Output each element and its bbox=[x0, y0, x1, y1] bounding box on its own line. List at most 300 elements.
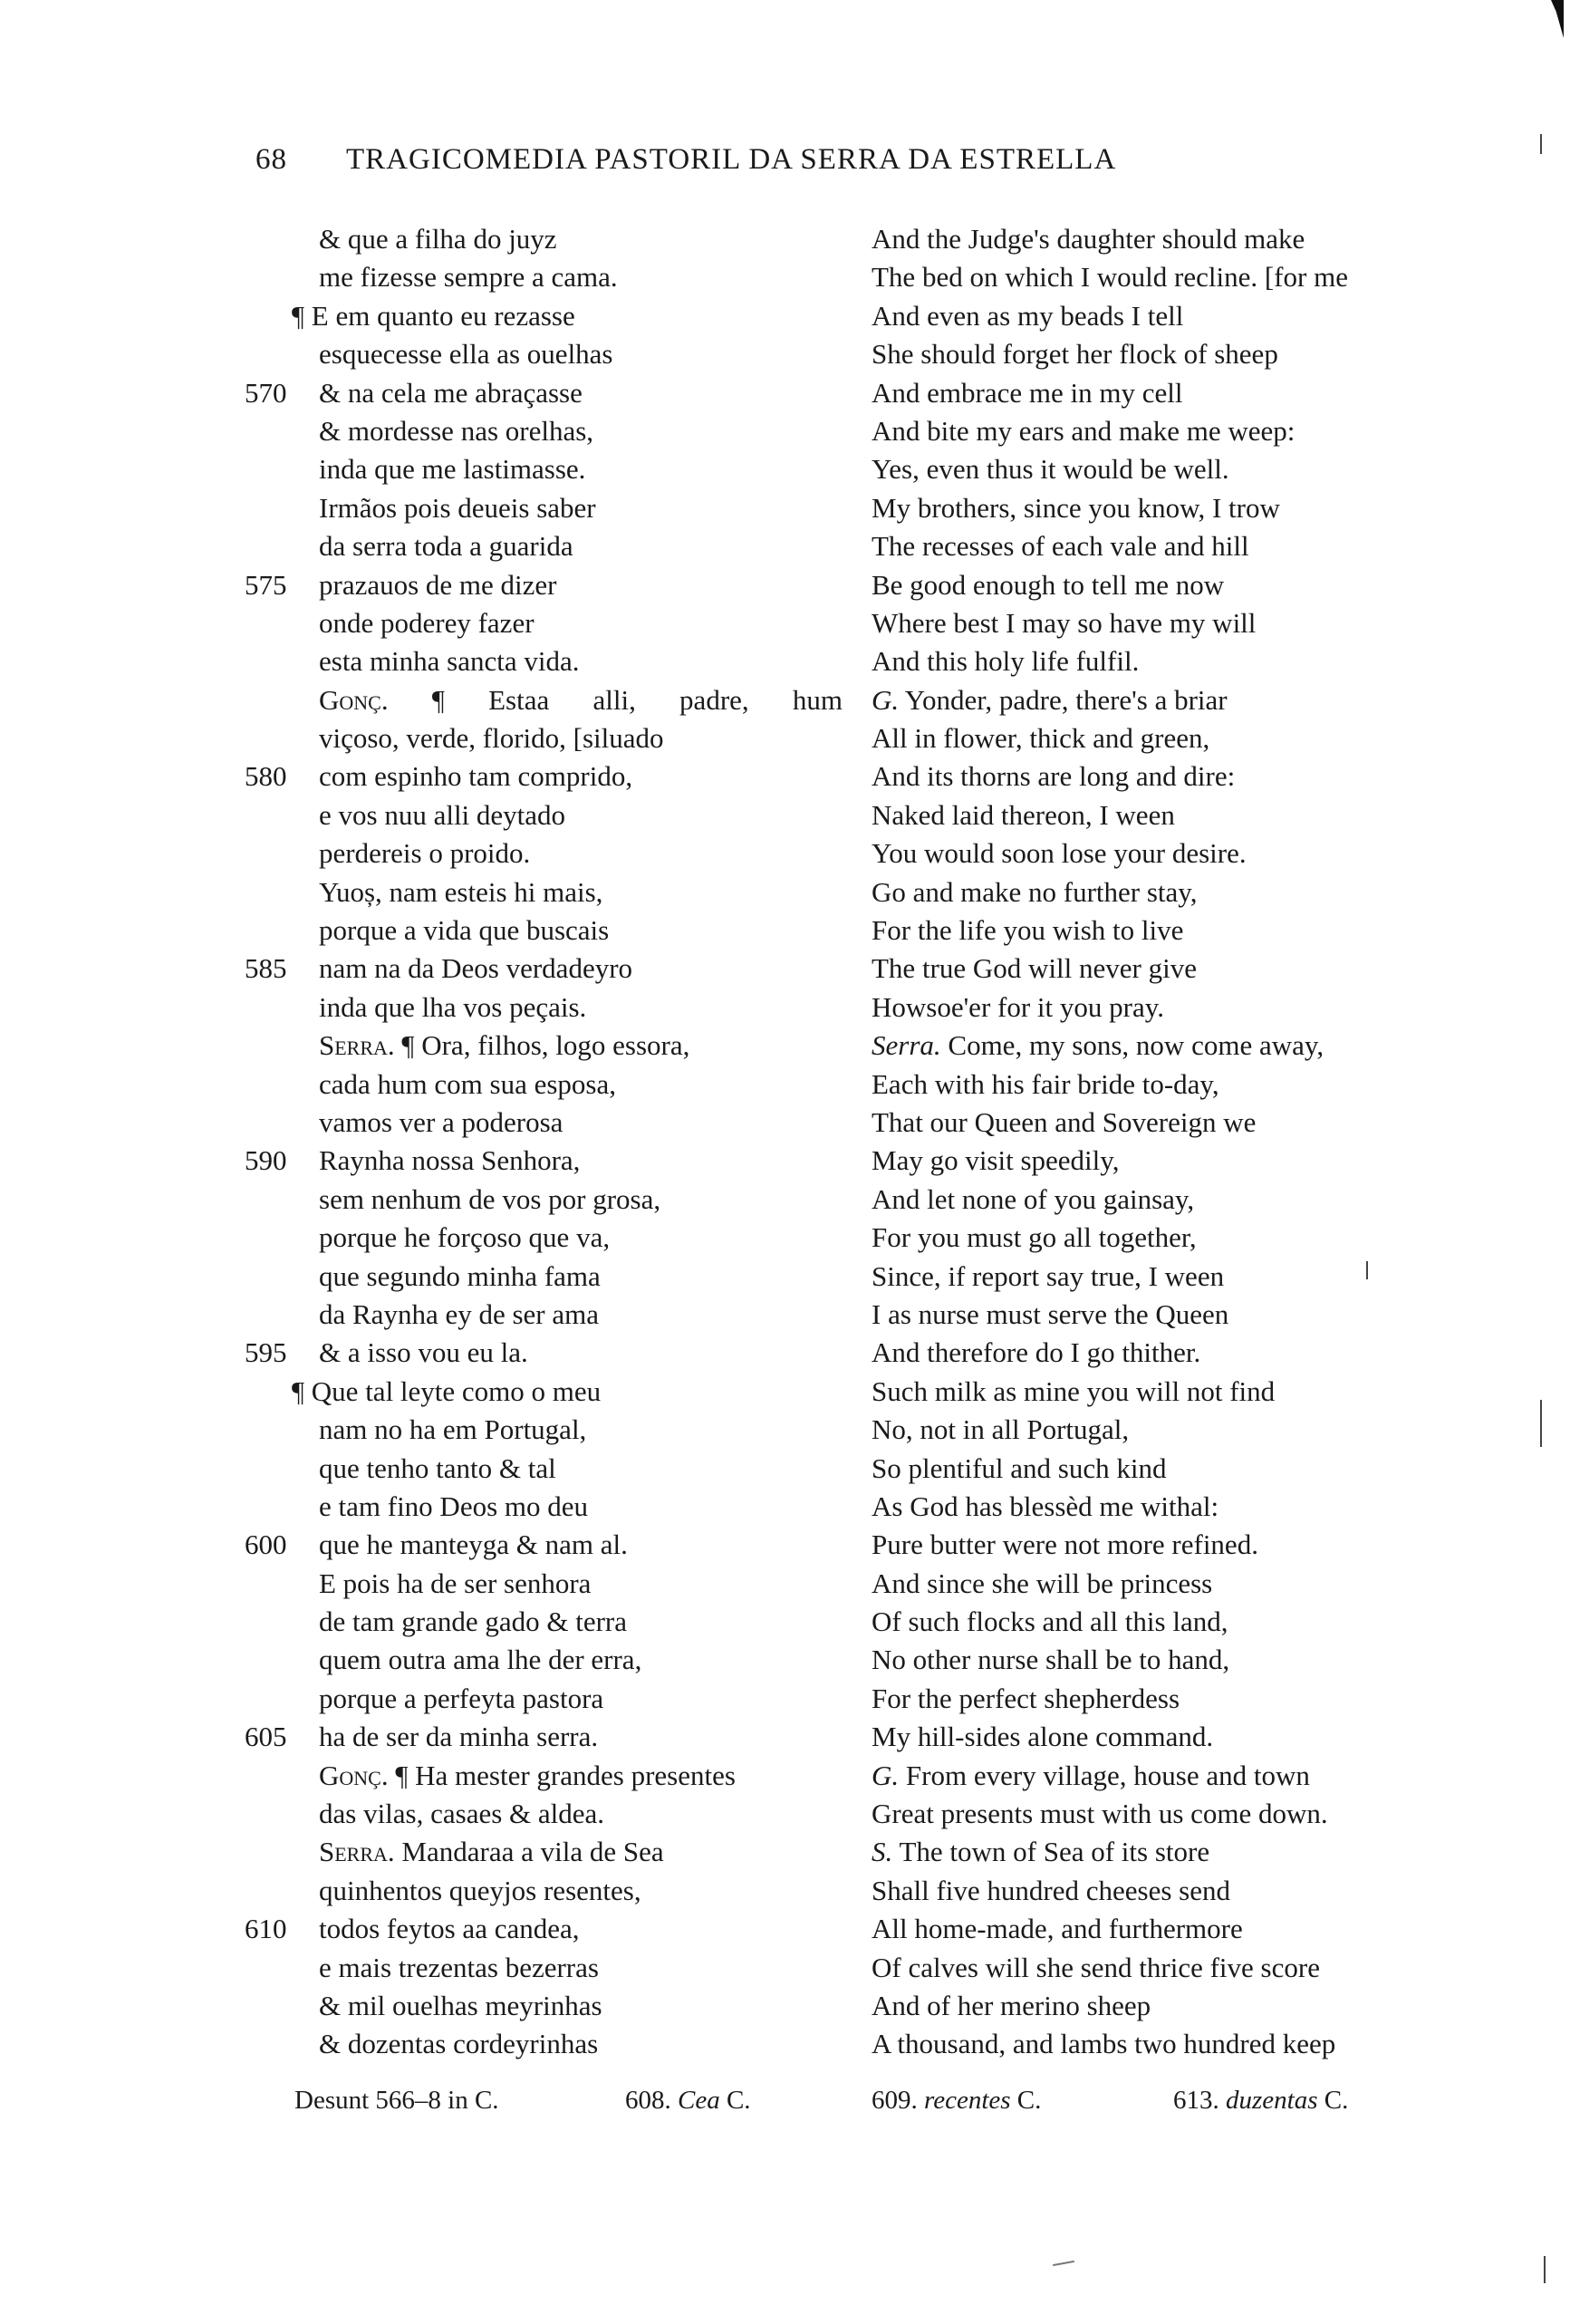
translation-text bbox=[872, 220, 1451, 258]
translation-line bbox=[872, 1258, 1451, 1296]
verse-line bbox=[245, 1910, 843, 1948]
verse-line bbox=[245, 1181, 843, 1219]
translation-line bbox=[872, 988, 1451, 1027]
translation-line bbox=[872, 374, 1451, 412]
translation-words: Yes, even thus it would be well. bbox=[872, 453, 1229, 486]
verse-text bbox=[319, 374, 843, 412]
translation-words: Such milk as mine you will not find bbox=[872, 1374, 1276, 1407]
translation-words: Pure butter were not more refined. bbox=[872, 1528, 1258, 1561]
translation-text bbox=[872, 412, 1451, 450]
translation-words: No other nurse shall be to hand, bbox=[872, 1644, 1230, 1676]
verse-line bbox=[245, 950, 843, 988]
verse-words: Yuoș, nam esteis hi mais, bbox=[319, 875, 603, 908]
footnote-ref: 609. bbox=[872, 2086, 918, 2115]
verse-words: porque a vida que buscais bbox=[319, 914, 610, 947]
translation-words: And since she will be princess bbox=[872, 1567, 1213, 1599]
translation-line bbox=[872, 1910, 1451, 1948]
speaker-name: S. bbox=[872, 1836, 893, 1868]
translation-words: Of such flocks and all this land, bbox=[872, 1606, 1228, 1638]
translation-words: Each with his fair bride to-day, bbox=[872, 1067, 1219, 1100]
verse-text bbox=[319, 681, 843, 719]
verse-line bbox=[245, 1795, 843, 1833]
verse-words: Raynha nossa Senhora, bbox=[319, 1144, 581, 1177]
speaker-name: Serra. bbox=[319, 1836, 395, 1868]
translation-line bbox=[872, 1680, 1451, 1718]
translation-text bbox=[872, 911, 1451, 950]
translation-words: Yonder, padre, there's a briar bbox=[904, 683, 1228, 716]
translation-words: Come, my sons, now come away, bbox=[948, 1029, 1324, 1062]
translation-line bbox=[872, 1142, 1451, 1180]
translation-line bbox=[872, 1872, 1451, 1910]
verse-text bbox=[319, 1949, 843, 1987]
verse-words: & dozentas cordeyrinhas bbox=[319, 2028, 599, 2060]
translation-words: All home-made, and furthermore bbox=[872, 1913, 1243, 1945]
translation-words: And embrace me in my cell bbox=[872, 376, 1183, 409]
verse-line bbox=[245, 988, 843, 1027]
translation-words: For you must go all together, bbox=[872, 1221, 1197, 1254]
verse-text bbox=[319, 1296, 843, 1334]
verse-line bbox=[245, 1066, 843, 1104]
translation-line bbox=[872, 1603, 1451, 1641]
footnote-ref: Desunt 566–8 in C. bbox=[294, 2086, 499, 2115]
verse-text bbox=[319, 2025, 843, 2063]
verse-words: quem outra ama lhe der erra, bbox=[319, 1644, 642, 1676]
translation-words: And this holy life fulfil. bbox=[872, 645, 1140, 678]
translation-line bbox=[872, 1949, 1451, 1987]
verse-words: cada hum com sua esposa, bbox=[319, 1067, 616, 1100]
translation-words: The true God will never give bbox=[872, 952, 1197, 985]
verse-words: inda que lha vos peçais. bbox=[319, 990, 587, 1023]
verse-line bbox=[245, 2025, 843, 2063]
translation-line bbox=[872, 1718, 1451, 1756]
verse-words: ¶ E em quanto eu rezasse bbox=[292, 299, 575, 332]
verse-words: Irmãos pois deueis saber bbox=[319, 491, 596, 524]
page-number: 68 bbox=[255, 143, 287, 176]
translation-text bbox=[872, 1296, 1451, 1334]
translation-text bbox=[872, 1833, 1451, 1871]
translation-line bbox=[872, 1219, 1451, 1257]
verse-text bbox=[319, 1757, 843, 1795]
verse-text bbox=[319, 1181, 843, 1219]
verse-text bbox=[319, 1833, 843, 1871]
translation-line bbox=[872, 1488, 1451, 1526]
translation-words: Howsoe'er for it you pray. bbox=[872, 990, 1164, 1023]
verse-line bbox=[245, 757, 843, 796]
translation-line bbox=[872, 1027, 1451, 1065]
translation-words: For the perfect shepherdess bbox=[872, 1682, 1180, 1714]
verse-text bbox=[319, 1680, 843, 1718]
line-number: 570 bbox=[245, 376, 287, 409]
verse-text bbox=[319, 1641, 843, 1679]
line-number: 610 bbox=[245, 1913, 287, 1945]
verse-line bbox=[245, 566, 843, 604]
translation-line bbox=[872, 1411, 1451, 1449]
verse-text bbox=[319, 335, 843, 373]
verse-text bbox=[319, 988, 843, 1027]
footnote bbox=[1173, 2086, 1348, 2116]
verse-text bbox=[319, 1411, 843, 1449]
verse-text bbox=[319, 1219, 843, 1257]
verse-line bbox=[245, 1296, 843, 1334]
verse-line bbox=[245, 220, 843, 258]
translation-text bbox=[872, 873, 1451, 911]
footnote bbox=[872, 2086, 1041, 2116]
verse-words: & que a filha do juyz bbox=[319, 223, 557, 255]
translation-words: My brothers, since you know, I trow bbox=[872, 491, 1280, 524]
translation-words: Be good enough to tell me now bbox=[872, 568, 1225, 601]
translation-text bbox=[872, 1142, 1451, 1180]
verse-words: esquecesse ella as ouelhas bbox=[319, 338, 613, 371]
verse-text bbox=[319, 873, 843, 911]
line-number: 595 bbox=[245, 1336, 287, 1369]
verse-words: perdereis o proido. bbox=[319, 837, 531, 870]
line-number: 575 bbox=[245, 568, 287, 601]
verse-line bbox=[245, 1526, 843, 1564]
verse-text bbox=[319, 834, 843, 873]
verse-text bbox=[319, 1334, 843, 1372]
translation-line bbox=[872, 489, 1451, 527]
translation-words: From every village, house and town bbox=[905, 1759, 1310, 1791]
verse-words: & a isso vou eu la. bbox=[319, 1336, 528, 1369]
verse-text bbox=[292, 1373, 843, 1411]
verse-words: E pois ha de ser senhora bbox=[319, 1567, 592, 1599]
translation-line bbox=[872, 450, 1451, 488]
translation-words: And the Judge's daughter should make bbox=[872, 223, 1305, 255]
translation-text bbox=[872, 1488, 1451, 1526]
translation-words: The town of Sea of its store bbox=[899, 1836, 1210, 1868]
speaker-name: Serra. bbox=[319, 1029, 395, 1062]
translation-line bbox=[872, 1757, 1451, 1795]
translation-line bbox=[872, 642, 1451, 680]
verse-text bbox=[319, 950, 843, 988]
translation-text bbox=[872, 604, 1451, 642]
translation-text bbox=[872, 834, 1451, 873]
translation-text bbox=[872, 1680, 1451, 1718]
verse-words: ¶ Ora, filhos, logo essora, bbox=[401, 1029, 690, 1062]
translation-line bbox=[872, 1833, 1451, 1871]
translation-line bbox=[872, 335, 1451, 373]
translation-line bbox=[872, 1104, 1451, 1142]
verse-line bbox=[245, 834, 843, 873]
verse-line bbox=[245, 1565, 843, 1603]
verse-words: que segundo minha fama bbox=[319, 1259, 601, 1292]
translation-line bbox=[872, 1450, 1451, 1488]
verse-line bbox=[245, 1718, 843, 1756]
speaker-name: Serra. bbox=[872, 1029, 941, 1062]
footnote-source: C. bbox=[726, 2086, 751, 2115]
verse-words: vamos ver a poderosa bbox=[319, 1105, 563, 1138]
translation-text bbox=[872, 374, 1451, 412]
translation-words: Since, if report say true, I ween bbox=[872, 1259, 1225, 1292]
translation-words: I as nurse must serve the Queen bbox=[872, 1297, 1229, 1330]
translation-text bbox=[872, 1795, 1451, 1833]
verse-line bbox=[245, 604, 843, 642]
verse-line bbox=[245, 450, 843, 488]
verse-words: ha de ser da minha serra. bbox=[319, 1721, 599, 1753]
translation-line bbox=[872, 757, 1451, 796]
verse-line bbox=[245, 412, 843, 450]
verse-text bbox=[319, 1104, 843, 1142]
verse-text bbox=[319, 642, 843, 680]
verse-line bbox=[245, 335, 843, 373]
footnote-ref: 608. bbox=[625, 2086, 671, 2115]
verse-line bbox=[245, 1219, 843, 1257]
verse-text bbox=[319, 1450, 843, 1488]
verse-text bbox=[319, 412, 843, 450]
verse-text bbox=[319, 258, 843, 296]
verse-words: onde poderey fazer bbox=[319, 606, 535, 639]
verse-words: ¶ Que tal leyte como o meu bbox=[292, 1374, 602, 1407]
running-title: TRAGICOMEDIA PASTORIL DA SERRA DA ESTRELLA bbox=[346, 143, 1117, 176]
verse-words: que tenho tanto & tal bbox=[319, 1451, 556, 1484]
verse-line bbox=[245, 1872, 843, 1910]
verse-line bbox=[245, 1411, 843, 1449]
verse-words: de tam grande gado & terra bbox=[319, 1606, 627, 1638]
verse-text bbox=[319, 1488, 843, 1526]
footnote-variant: duzentas bbox=[1226, 2086, 1318, 2115]
translation-line bbox=[872, 1641, 1451, 1679]
translation-text bbox=[872, 988, 1451, 1027]
verse-text bbox=[319, 1872, 843, 1910]
verse-text bbox=[319, 719, 843, 757]
footnote-source: C. bbox=[1016, 2086, 1042, 2115]
line-number: 600 bbox=[245, 1528, 287, 1561]
verse-words: da Raynha ey de ser ama bbox=[319, 1297, 600, 1330]
verse-line bbox=[245, 1334, 843, 1372]
verse-words: quinhentos queyjos resentes, bbox=[319, 1874, 641, 1906]
translation-text bbox=[872, 297, 1451, 335]
translation-words: A thousand, and lambs two hundred keep bbox=[872, 2028, 1336, 2060]
verse-words: Mandaraa a vila de Sea bbox=[401, 1836, 664, 1868]
verse-words: sem nenhum de vos por grosa, bbox=[319, 1182, 661, 1215]
translation-words: The recesses of each vale and hill bbox=[872, 530, 1249, 563]
translation-text bbox=[872, 1565, 1451, 1603]
translation-words: And bite my ears and make me weep: bbox=[872, 414, 1295, 447]
translation-text bbox=[872, 1104, 1451, 1142]
verse-text bbox=[319, 796, 843, 834]
verse-text bbox=[319, 1027, 843, 1065]
verse-words: me fizesse sempre a cama. bbox=[319, 261, 618, 294]
verse-words: nam no ha em Portugal, bbox=[319, 1413, 587, 1446]
verse-words: & mil ouelhas meyrinhas bbox=[319, 1989, 602, 2021]
footnote-variant: Cea bbox=[678, 2086, 720, 2115]
verse-words: todos feytos aa candea, bbox=[319, 1913, 580, 1945]
translation-text bbox=[872, 1641, 1451, 1679]
translation-line bbox=[872, 719, 1451, 757]
verse-text bbox=[319, 1910, 843, 1948]
verse-text bbox=[319, 757, 843, 796]
translation-line bbox=[872, 297, 1451, 335]
verse-words: e tam fino Deos mo deu bbox=[319, 1490, 589, 1522]
verse-line bbox=[245, 1949, 843, 1987]
verse-line bbox=[245, 1027, 843, 1065]
translation-words: Naked laid thereon, I ween bbox=[872, 798, 1175, 831]
translation-line bbox=[872, 796, 1451, 834]
translation-text bbox=[872, 796, 1451, 834]
verse-line bbox=[245, 258, 843, 296]
translation-line bbox=[872, 1334, 1451, 1372]
translation-line bbox=[872, 911, 1451, 950]
verse-line bbox=[245, 1603, 843, 1641]
verse-text bbox=[319, 489, 843, 527]
verse-words: viçoso, verde, florido, [siluado bbox=[319, 722, 664, 755]
translation-text bbox=[872, 258, 1451, 296]
verse-text bbox=[319, 1565, 843, 1603]
verse-words: que he manteyga & nam al. bbox=[319, 1528, 628, 1561]
translation-text bbox=[872, 1373, 1451, 1411]
translation-text bbox=[872, 681, 1451, 719]
verse-words: & mordesse nas orelhas, bbox=[319, 414, 594, 447]
translation-line bbox=[872, 1066, 1451, 1104]
verse-text bbox=[319, 1142, 843, 1180]
translation-line bbox=[872, 1987, 1451, 2025]
verse-line bbox=[245, 1142, 843, 1180]
line-number: 585 bbox=[245, 952, 287, 985]
translation-words: She should forget her flock of sheep bbox=[872, 338, 1278, 371]
verse-line bbox=[245, 1833, 843, 1871]
translation-text bbox=[872, 719, 1451, 757]
translation-text bbox=[872, 1066, 1451, 1104]
verse-line bbox=[245, 1987, 843, 2025]
scan-smudge bbox=[1053, 2261, 1074, 2266]
line-number: 580 bbox=[245, 760, 287, 793]
translation-text bbox=[872, 1181, 1451, 1219]
page-header bbox=[255, 143, 1343, 177]
verse-line bbox=[245, 1258, 843, 1296]
verse-words: nam na da Deos verdadeyro bbox=[319, 952, 633, 985]
translation-line bbox=[872, 258, 1451, 296]
translation-line bbox=[872, 1373, 1451, 1411]
verse-line bbox=[245, 1680, 843, 1718]
verse-line bbox=[245, 642, 843, 680]
verse-text bbox=[319, 1258, 843, 1296]
verse-words: e mais trezentas bezerras bbox=[319, 1951, 599, 1983]
verse-line bbox=[245, 1373, 843, 1411]
translation-words: And of her merino sheep bbox=[872, 1989, 1151, 2021]
translation-line bbox=[872, 950, 1451, 988]
margin-tick bbox=[1540, 1400, 1542, 1447]
translation-text bbox=[872, 335, 1451, 373]
verse-words: e vos nuu alli deytado bbox=[319, 798, 566, 831]
verse-text bbox=[319, 527, 843, 565]
translation-words: And therefore do I go thither. bbox=[872, 1336, 1201, 1369]
verse-words: inda que me lastimasse. bbox=[319, 453, 586, 486]
translation-line bbox=[872, 1526, 1451, 1564]
verse-line bbox=[245, 1488, 843, 1526]
verse-words: prazauos de me dizer bbox=[319, 568, 557, 601]
verse-words: esta minha sancta vida. bbox=[319, 645, 580, 678]
translation-words: Shall five hundred cheeses send bbox=[872, 1874, 1230, 1906]
translation-line bbox=[872, 412, 1451, 450]
translation-words: No, not in all Portugal, bbox=[872, 1413, 1130, 1446]
verse-line bbox=[245, 1641, 843, 1679]
translation-words: That our Queen and Sovereign we bbox=[872, 1105, 1257, 1138]
verse-line bbox=[245, 489, 843, 527]
margin-tick bbox=[1544, 2256, 1546, 2283]
translation-text bbox=[872, 450, 1451, 488]
translation-text bbox=[872, 2025, 1451, 2063]
verse-text bbox=[319, 1066, 843, 1104]
translation-words: All in flower, thick and green, bbox=[872, 722, 1210, 755]
verse-line bbox=[245, 1757, 843, 1795]
translation-text bbox=[872, 1526, 1451, 1564]
translation-words: Go and make no further stay, bbox=[872, 875, 1198, 908]
verse-text bbox=[319, 450, 843, 488]
footnote-variant: recentes bbox=[924, 2086, 1011, 2115]
translation-words: For the life you wish to live bbox=[872, 914, 1184, 947]
footnote-source: C. bbox=[1324, 2086, 1349, 2115]
verse-text bbox=[319, 1795, 843, 1833]
translation-text bbox=[872, 1603, 1451, 1641]
english-verse-column bbox=[872, 220, 1451, 2064]
verse-words: porque he forçoso que va, bbox=[319, 1221, 611, 1254]
verse-text bbox=[319, 1987, 843, 2025]
verse-words: com espinho tam comprido, bbox=[319, 760, 633, 793]
verse-words: & na cela me abraçasse bbox=[319, 376, 583, 409]
translation-line bbox=[872, 1565, 1451, 1603]
translation-text bbox=[872, 1757, 1451, 1795]
verse-line bbox=[245, 911, 843, 950]
translation-text bbox=[872, 489, 1451, 527]
verse-text bbox=[319, 911, 843, 950]
verse-words: porque a perfeyta pastora bbox=[319, 1682, 604, 1714]
translation-text bbox=[872, 757, 1451, 796]
verse-line bbox=[245, 1450, 843, 1488]
corner-scan-mark bbox=[1551, 0, 1564, 38]
translation-line bbox=[872, 220, 1451, 258]
verse-line bbox=[245, 527, 843, 565]
speaker-name: Gonç. bbox=[319, 683, 389, 716]
translation-text bbox=[872, 1334, 1451, 1372]
speaker-name: G. bbox=[872, 683, 900, 716]
translation-text bbox=[872, 1027, 1451, 1065]
translation-line bbox=[872, 1296, 1451, 1334]
verse-words: da serra toda a guarida bbox=[319, 530, 573, 563]
verse-line bbox=[245, 719, 843, 757]
translation-words: And its thorns are long and dire: bbox=[872, 760, 1236, 793]
verse-words: das vilas, casaes & aldea. bbox=[319, 1798, 605, 1830]
verse-words: ¶ Ha mester grandes presentes bbox=[395, 1759, 736, 1791]
margin-tick bbox=[1540, 134, 1542, 154]
verse-line bbox=[245, 873, 843, 911]
translation-text bbox=[872, 566, 1451, 604]
verse-line bbox=[245, 374, 843, 412]
verse-line bbox=[245, 1104, 843, 1142]
translation-text bbox=[872, 1910, 1451, 1948]
translation-text bbox=[872, 950, 1451, 988]
translation-text bbox=[872, 1718, 1451, 1756]
translation-text bbox=[872, 1949, 1451, 1987]
translation-words: Where best I may so have my will bbox=[872, 606, 1257, 639]
translation-line bbox=[872, 527, 1451, 565]
speaker-name: Gonç. bbox=[319, 1759, 389, 1791]
footnote bbox=[625, 2086, 751, 2116]
line-number: 590 bbox=[245, 1144, 287, 1177]
translation-words: You would soon lose your desire. bbox=[872, 837, 1247, 870]
verse-text bbox=[319, 1718, 843, 1756]
translation-words: So plentiful and such kind bbox=[872, 1451, 1167, 1484]
translation-words: The bed on which I would recline. [for me bbox=[872, 261, 1348, 294]
translation-words: And even as my beads I tell bbox=[872, 299, 1184, 332]
translation-text bbox=[872, 1219, 1451, 1257]
translation-text bbox=[872, 1258, 1451, 1296]
verse-text bbox=[319, 566, 843, 604]
translation-words: My hill-sides alone command. bbox=[872, 1721, 1214, 1753]
translation-text bbox=[872, 642, 1451, 680]
verse-text bbox=[292, 297, 843, 335]
line-number: 605 bbox=[245, 1721, 287, 1753]
verse-line bbox=[245, 796, 843, 834]
